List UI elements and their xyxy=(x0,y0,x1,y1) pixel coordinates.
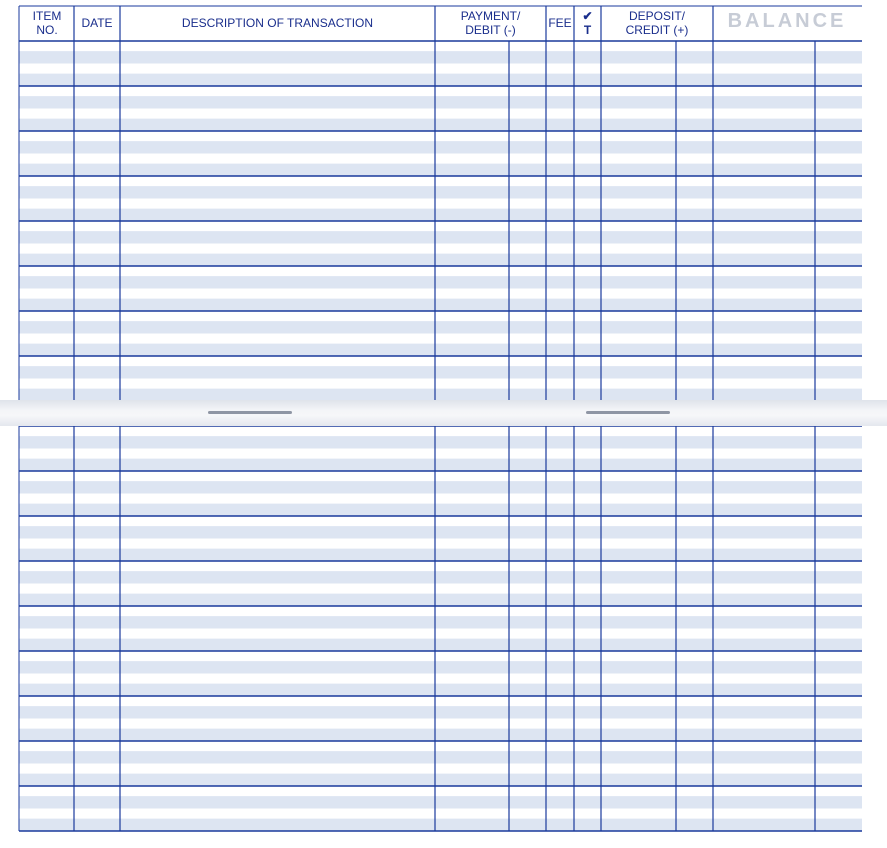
top-section-row-band-6 xyxy=(19,276,862,288)
fold-crease-left xyxy=(208,411,292,414)
top-section-row-band-5 xyxy=(19,231,862,243)
bottom-section-row-band-lower-1 xyxy=(19,459,862,471)
top-section-row-band-lower-6 xyxy=(19,299,862,311)
bottom-section-row-band-lower-5 xyxy=(19,639,862,651)
top-section-row-band-lower-3 xyxy=(19,164,862,176)
top-section-row-band-lower-4 xyxy=(19,209,862,221)
fold-crease-right xyxy=(586,411,670,414)
top-section-row-band-7 xyxy=(19,321,862,333)
top-section-row-band-3 xyxy=(19,141,862,153)
bottom-section-row-band-9 xyxy=(19,796,862,808)
bottom-section-row-band-lower-6 xyxy=(19,684,862,696)
bottom-section-row-band-lower-8 xyxy=(19,774,862,786)
top-section-row-band-1 xyxy=(19,51,862,63)
header-check-mark: ✔ T xyxy=(582,9,593,37)
bottom-section-row-band-2 xyxy=(19,481,862,493)
header-fee: FEE xyxy=(548,16,572,30)
bottom-section-row-band-5 xyxy=(19,616,862,628)
header-payment-debit: PAYMENT/ DEBIT (-) xyxy=(460,9,521,37)
page-fold xyxy=(0,400,887,426)
top-section-row-band-lower-2 xyxy=(19,119,862,131)
header-date: DATE xyxy=(81,16,113,30)
top-section-row-band-2 xyxy=(19,96,862,108)
top-section-row-band-lower-5 xyxy=(19,254,862,266)
bottom-section-row-band-3 xyxy=(19,526,862,538)
bottom-section-row-band-lower-7 xyxy=(19,729,862,741)
bottom-section-row-band-7 xyxy=(19,706,862,718)
top-section-row-band-lower-7 xyxy=(19,344,862,356)
bottom-section-row-band-lower-4 xyxy=(19,594,862,606)
bottom-section-row-band-lower-9 xyxy=(19,819,862,831)
header-balance: BALANCE xyxy=(727,10,847,32)
bottom-section-row-band-lower-3 xyxy=(19,549,862,561)
bottom-section-row-band-lower-2 xyxy=(19,504,862,516)
bottom-section-row-band-4 xyxy=(19,571,862,583)
header-deposit-credit: DEPOSIT/ CREDIT (+) xyxy=(625,9,689,37)
top-section-row-band-8 xyxy=(19,366,862,378)
top-section-row-band-4 xyxy=(19,186,862,198)
bottom-section-row-band-6 xyxy=(19,661,862,673)
bottom-section-row-band-1 xyxy=(19,436,862,448)
top-section-row-band-lower-1 xyxy=(19,74,862,86)
header-description: DESCRIPTION OF TRANSACTION xyxy=(181,16,374,30)
bottom-section-row-band-8 xyxy=(19,751,862,763)
header-item-no: ITEM NO. xyxy=(32,9,62,37)
